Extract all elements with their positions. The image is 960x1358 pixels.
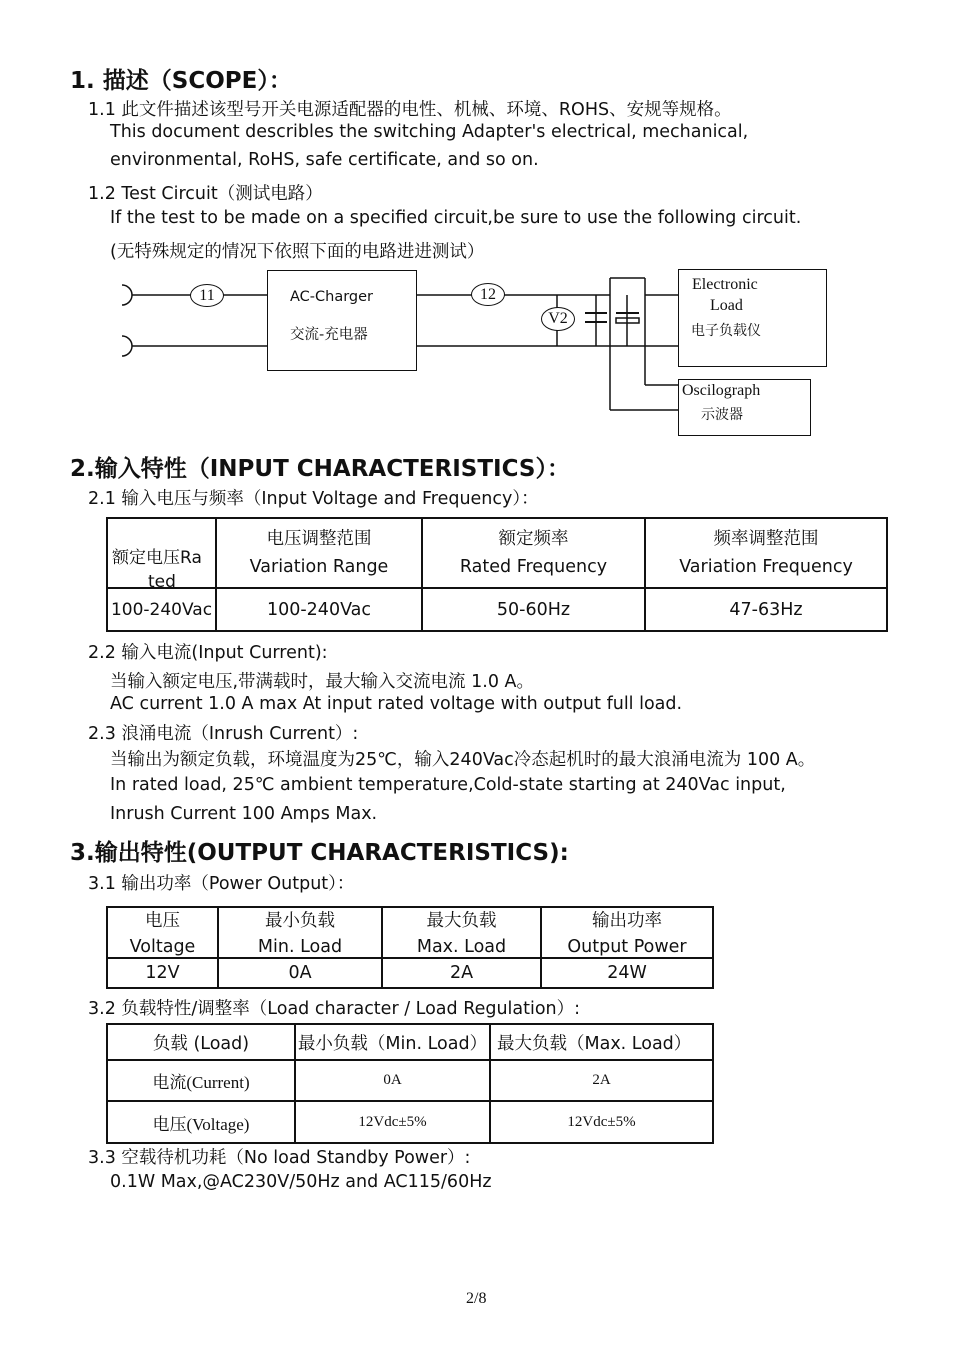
ac-charger-box bbox=[267, 270, 417, 371]
header-en: Voltage bbox=[129, 937, 196, 957]
electronic-load-box bbox=[678, 269, 827, 367]
header-en: ted bbox=[148, 572, 176, 587]
section3-3-heading: 3.3 空载待机功耗（No load Standby Power）: bbox=[88, 1148, 471, 1168]
header-cn: 最大负载 bbox=[426, 911, 497, 931]
voltmeter-v2: V2 bbox=[541, 307, 575, 331]
table-cell: 2A bbox=[490, 1060, 713, 1101]
power-output-table bbox=[106, 906, 714, 989]
load-label: Load bbox=[710, 297, 743, 314]
oscilograph-label: Oscilograph bbox=[682, 382, 761, 399]
node-11-marker: 11 bbox=[190, 284, 224, 307]
section2-2-text-cn: 当输入额定电压,带满载时，最大输入交流电流 1.0 A。 bbox=[110, 672, 534, 692]
section2-2-text-en: AC current 1.0 A max At input rated voltage with output full load. bbox=[110, 694, 683, 714]
electronic-load-cn-label: 电子负载仪 bbox=[691, 323, 761, 339]
header-cn: 额定频率 bbox=[498, 529, 569, 549]
header-en: Output Power bbox=[567, 937, 687, 957]
header-cn: 电压 bbox=[145, 911, 180, 931]
input-voltage-table bbox=[106, 517, 888, 632]
header-cn: 输出功率 bbox=[592, 911, 662, 931]
table-cell: 47-63Hz bbox=[645, 588, 887, 631]
header-rated-voltage bbox=[107, 518, 216, 588]
section3-1-heading: 3.1 输出功率（Power Output）： bbox=[88, 874, 355, 894]
load-regulation-table bbox=[106, 1023, 714, 1144]
table-cell: 电流(Current) bbox=[107, 1060, 295, 1101]
table-cell: 电压(Voltage) bbox=[107, 1101, 295, 1143]
header-max-load bbox=[382, 907, 541, 958]
electronic-load-label: Electronic bbox=[692, 276, 758, 293]
table-header-row bbox=[107, 1024, 713, 1060]
section1-1-text-line1: This document describles the switching Adapter's electrical, mechanical, bbox=[110, 122, 749, 142]
section1-2-text-cn: (无特殊规定的情况下依照下面的电路进进测试） bbox=[110, 242, 485, 262]
section1-2-text-en: If the test to be made on a specified circuit,be sure to use the following circuit. bbox=[110, 208, 802, 228]
header-variation-range bbox=[216, 518, 422, 588]
section1-2-heading: 1.2 Test Circuit（测试电路） bbox=[88, 184, 323, 204]
table-cell: 12Vdc±5% bbox=[490, 1101, 713, 1143]
section2-3-text-en1: In rated load, 25℃ ambient temperature,Cold-state starting at 240Vac input, bbox=[110, 775, 786, 795]
table-cell: 100-240Vac bbox=[107, 588, 216, 631]
header-en: Rated Frequency bbox=[459, 557, 608, 577]
header-en: Variation Range bbox=[249, 557, 389, 577]
node-12-marker: 12 bbox=[471, 283, 505, 306]
oscilograph-cn-label: 示波器 bbox=[701, 407, 743, 423]
table-cell: 0A bbox=[295, 1060, 490, 1101]
section2-3-heading: 2.3 浪涌电流（Inrush Current）: bbox=[88, 724, 359, 744]
header-en: Variation Frequency bbox=[679, 557, 853, 577]
table-cell: 12Vdc±5% bbox=[295, 1101, 490, 1143]
table-row bbox=[107, 1101, 713, 1143]
header-rated-frequency bbox=[422, 518, 645, 588]
section2-1-heading: 2.1 输入电压与频率（Input Voltage and Frequency）： bbox=[88, 489, 539, 509]
section1-1-heading: 1.1 此文件描述该型号开关电源适配器的电性、机械、环境、ROHS、安规等规格。 bbox=[88, 100, 732, 120]
header-cn: 额定电压Ra bbox=[112, 548, 202, 568]
header-output-power bbox=[541, 907, 713, 958]
header-voltage bbox=[107, 907, 218, 958]
header-min-load bbox=[218, 907, 382, 958]
header-en: Min. Load bbox=[257, 937, 343, 957]
header-cn: 电压调整范围 bbox=[266, 529, 372, 549]
table-cell: 0A bbox=[218, 958, 382, 988]
section3-2-heading: 3.2 负载特性/调整率（Load character / Load Regulation）: bbox=[88, 999, 581, 1019]
header-variation-frequency bbox=[645, 518, 887, 588]
header-max-load: 最大负载（Max. Load） bbox=[490, 1024, 713, 1060]
test-circuit-diagram bbox=[0, 0, 960, 450]
ac-charger-label: AC-Charger bbox=[290, 289, 374, 305]
section1-1-text-line2: environmental, RoHS, safe certificate, and so on. bbox=[110, 150, 539, 170]
header-cn: 频率调整范围 bbox=[713, 529, 819, 549]
section2-3-text-en2: Inrush Current 100 Amps Max. bbox=[110, 804, 378, 824]
section2-3-text-cn: 当输出为额定负载，环境温度为25℃，输入240Vac冷态起机时的最大浪涌电流为 100 A。 bbox=[110, 750, 816, 770]
table-row bbox=[107, 588, 887, 631]
table-row bbox=[107, 1060, 713, 1101]
page-number: 2/8 bbox=[466, 1290, 487, 1307]
section3-3-text: 0.1W Max,@AC230V/50Hz and AC115/60Hz bbox=[110, 1172, 492, 1192]
oscilograph-box bbox=[678, 379, 811, 436]
section3-title: 3.输出特性(OUTPUT CHARACTERISTICS): bbox=[70, 840, 569, 866]
header-cn: 最小负载 bbox=[265, 911, 335, 931]
table-header-row bbox=[107, 907, 713, 958]
table-cell: 50-60Hz bbox=[422, 588, 645, 631]
header-min-load: 最小负载（Min. Load） bbox=[295, 1024, 490, 1060]
section2-title: 2.输入特性（INPUT CHARACTERISTICS）： bbox=[70, 456, 570, 482]
table-header-row bbox=[107, 518, 887, 588]
table-row bbox=[107, 958, 713, 988]
table-cell: 2A bbox=[382, 958, 541, 988]
table-cell: 100-240Vac bbox=[216, 588, 422, 631]
table-cell: 12V bbox=[107, 958, 218, 988]
circuit-wires bbox=[0, 0, 960, 450]
ac-charger-cn-label: 交流-充电器 bbox=[290, 327, 368, 343]
header-load: 负载 (Load) bbox=[107, 1024, 295, 1060]
header-en: Max. Load bbox=[416, 937, 507, 957]
table-cell: 24W bbox=[541, 958, 713, 988]
section2-2-heading: 2.2 输入电流(Input Current): bbox=[88, 643, 328, 663]
section1-title: 1. 描述（SCOPE）： bbox=[70, 68, 292, 94]
